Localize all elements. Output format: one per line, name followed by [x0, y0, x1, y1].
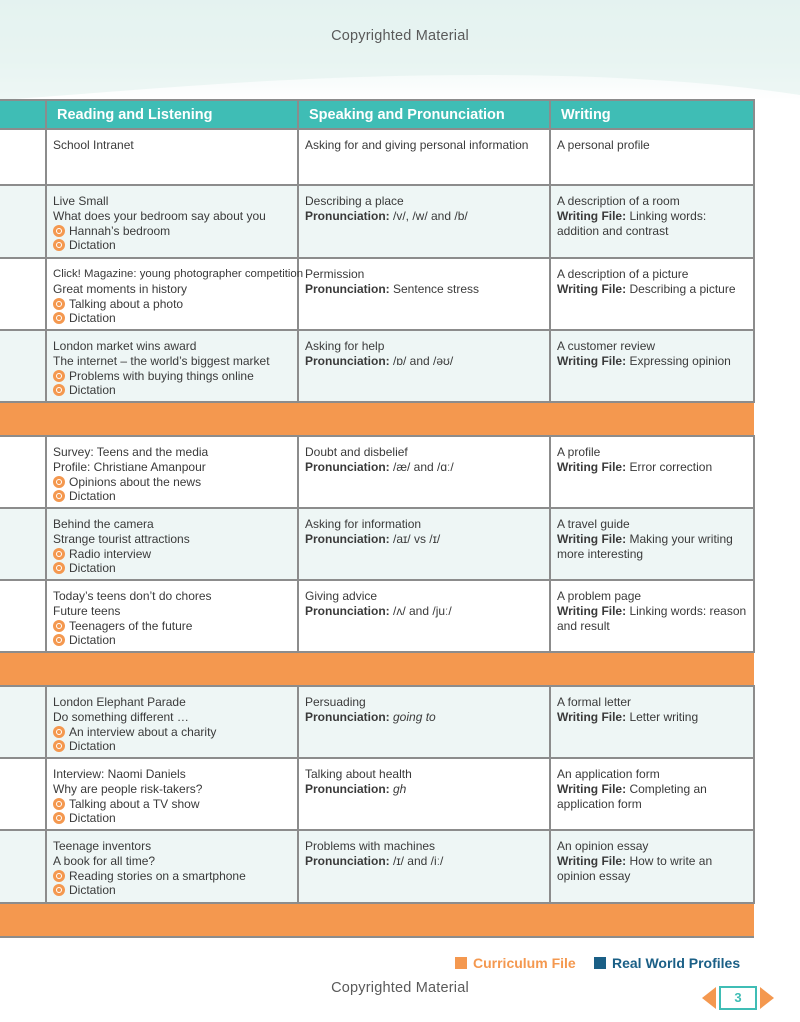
line-label: Writing File:: [557, 603, 627, 618]
line-text: /aɪ/ vs /ɪ/: [389, 531, 441, 546]
speaking-line: [305, 354, 543, 369]
line-text: Teenagers of the future: [69, 618, 193, 633]
section-separator: [0, 652, 754, 686]
table-row: [0, 436, 754, 508]
reading-line: [53, 267, 304, 282]
line-text: London market wins award: [53, 339, 197, 353]
line-text: Survey: Teens and the media: [53, 445, 209, 459]
speaking-cell: [298, 436, 550, 508]
line-label: Pronunciation:: [305, 208, 390, 223]
header-reading-listening: Reading and Listening: [46, 100, 298, 129]
speaking-cell: [298, 185, 550, 258]
table-header-row: [0, 100, 754, 129]
reading-line: [53, 547, 291, 562]
line-text: Interview: Naomi Daniels: [53, 767, 186, 781]
line-text: Linking words: reason and result: [557, 603, 747, 633]
watermark-top: Copyrighted Material: [331, 28, 469, 44]
reading-cell: [46, 129, 298, 185]
reading-line: [53, 797, 291, 812]
line-text: Dictation: [69, 811, 116, 826]
reading-line: [53, 475, 291, 490]
line-text: An interview about a charity: [69, 724, 217, 739]
line-text: Dictation: [69, 311, 116, 326]
speaking-line: [305, 138, 543, 153]
reading-line: [53, 695, 291, 710]
legend-real-world-label: Real World Profiles: [612, 955, 741, 971]
speaking-line: [305, 445, 543, 460]
reading-line: [53, 194, 291, 209]
speaking-line: [305, 282, 543, 297]
audio-cd-icon: [53, 384, 65, 396]
reading-line: [53, 489, 291, 504]
reading-cell: [46, 686, 298, 758]
line-text: Describing a place: [305, 194, 404, 208]
writing-line: [557, 839, 747, 854]
speaking-cell: [298, 580, 550, 652]
writing-line: [557, 782, 747, 812]
audio-cd-icon: [53, 548, 65, 560]
unit-cell: [0, 330, 46, 402]
table-row: [0, 686, 754, 758]
reading-line: [53, 383, 291, 398]
line-text: Persuading: [305, 695, 366, 709]
reading-line: [53, 311, 291, 326]
previous-page-arrow-icon[interactable]: [702, 987, 716, 1009]
line-text: An application form: [557, 767, 660, 781]
writing-line: [557, 209, 747, 239]
writing-line: [557, 138, 747, 153]
reading-cell: [46, 258, 304, 330]
line-text: A profile: [557, 445, 601, 459]
speaking-line: [305, 604, 543, 619]
speaking-line: [305, 589, 543, 604]
reading-line: [53, 282, 291, 297]
reading-line: [53, 767, 291, 782]
line-text: The internet – the world’s biggest market: [53, 353, 270, 368]
line-text: Dictation: [69, 561, 116, 576]
line-text: Making your writing more interesting: [557, 531, 733, 561]
table-row: [0, 758, 754, 830]
reading-line: [53, 517, 291, 532]
line-text: Letter writing: [626, 709, 699, 724]
line-text: Describing a picture: [626, 281, 736, 296]
line-label: Pronunciation:: [305, 603, 390, 618]
line-text: London Elephant Parade: [53, 695, 186, 709]
reading-line: [53, 710, 291, 725]
writing-line: [557, 282, 747, 297]
table-row: [0, 258, 754, 330]
writing-cell: [550, 830, 754, 903]
line-text: Permission: [305, 267, 365, 281]
audio-cd-icon: [53, 490, 65, 502]
line-label: Writing File:: [557, 353, 627, 368]
line-text: Do something different …: [53, 709, 189, 724]
line-text: Expressing opinion: [626, 353, 731, 368]
line-text: Dictation: [69, 633, 116, 648]
line-text: Great moments in history: [53, 281, 188, 296]
writing-line: [557, 194, 747, 209]
line-text: Reading stories on a smartphone: [69, 868, 246, 883]
writing-cell: [550, 330, 754, 402]
writing-line: [557, 695, 747, 710]
writing-cell: [550, 436, 754, 508]
reading-line: [53, 604, 291, 619]
speaking-cell: [298, 758, 550, 830]
line-text: Hannah’s bedroom: [69, 223, 171, 238]
line-text: Asking for help: [305, 339, 385, 353]
line-text: Profile: Christiane Amanpour: [53, 459, 206, 474]
line-text: Future teens: [53, 603, 121, 618]
line-text: Click! Magazine: young photographer competition: [53, 268, 304, 280]
audio-cd-icon: [53, 798, 65, 810]
section-separator-band: [0, 903, 754, 937]
speaking-line: [305, 267, 543, 282]
line-text: Completing an application form: [557, 781, 707, 811]
line-text: Live Small: [53, 194, 109, 208]
header-writing: Writing: [550, 100, 754, 129]
reading-line: [53, 725, 291, 740]
line-text: A description of a room: [557, 194, 680, 208]
table-row: [0, 185, 754, 258]
reading-cell: [46, 436, 298, 508]
writing-cell: [550, 508, 754, 580]
line-text: Dictation: [69, 238, 116, 253]
line-label: Pronunciation:: [305, 459, 390, 474]
unit-cell: [0, 185, 46, 258]
line-text: Linking words: addition and contrast: [557, 208, 707, 238]
line-text: Opinions about the news: [69, 474, 202, 489]
speaking-line: [305, 854, 543, 869]
line-label: Pronunciation:: [305, 531, 390, 546]
line-text: Radio interview: [69, 546, 152, 561]
header-unit-column: [0, 100, 46, 129]
reading-line: [53, 297, 291, 312]
line-text: Doubt and disbelief: [305, 445, 408, 459]
reading-line: [53, 238, 291, 253]
speaking-line: [305, 194, 543, 209]
audio-cd-icon: [53, 312, 65, 324]
section-separator-band: [0, 402, 754, 436]
speaking-line: [305, 782, 543, 797]
writing-line: [557, 517, 747, 532]
line-label: Pronunciation:: [305, 281, 390, 296]
line-text: /æ/ and /ɑː/: [389, 459, 454, 474]
speaking-line: [305, 460, 543, 475]
line-text: A travel guide: [557, 517, 630, 531]
reading-line: [53, 619, 291, 634]
reading-line: [53, 839, 291, 854]
speaking-line: [305, 695, 543, 710]
reading-cell: [46, 185, 298, 258]
line-text: gh: [389, 781, 407, 796]
line-text: Talking about a photo: [69, 296, 184, 311]
writing-cell: [550, 129, 754, 185]
reading-cell: [46, 830, 298, 903]
line-label: Writing File:: [557, 709, 627, 724]
writing-cell: [550, 758, 754, 830]
line-text: Talking about a TV show: [69, 796, 200, 811]
writing-cell: [550, 185, 754, 258]
reading-line: [53, 445, 291, 460]
line-label: Pronunciation:: [305, 781, 390, 796]
legend: [0, 955, 800, 975]
unit-cell: [0, 258, 46, 330]
line-label: Writing File:: [557, 781, 627, 796]
line-text: Sentence stress: [389, 281, 480, 296]
line-label: Writing File:: [557, 531, 627, 546]
writing-line: [557, 532, 747, 562]
line-text: Error correction: [626, 459, 713, 474]
reading-line: [53, 460, 291, 475]
audio-cd-icon: [53, 225, 65, 237]
line-text: Behind the camera: [53, 517, 154, 531]
writing-line: [557, 354, 747, 369]
line-text: Asking for information: [305, 517, 422, 531]
reading-line: [53, 589, 291, 604]
line-text: What does your bedroom say about you: [53, 208, 266, 223]
writing-line: [557, 767, 747, 782]
real-world-square-icon: [594, 957, 606, 969]
writing-line: [557, 267, 747, 282]
line-text: going to: [389, 709, 436, 724]
line-text: Teenage inventors: [53, 839, 152, 853]
audio-cd-icon: [53, 740, 65, 752]
writing-line: [557, 445, 747, 460]
line-text: Asking for and giving personal information: [305, 138, 529, 152]
speaking-line: [305, 710, 543, 725]
speaking-cell: [298, 258, 550, 330]
reading-line: [53, 739, 291, 754]
page-navigator: [702, 986, 778, 1010]
reading-cell: [46, 580, 298, 652]
table-row: [0, 580, 754, 652]
reading-line: [53, 532, 291, 547]
contents-table: [0, 99, 755, 938]
writing-cell: [550, 686, 754, 758]
audio-cd-icon: [53, 620, 65, 632]
writing-cell: [550, 258, 754, 330]
unit-cell: [0, 830, 46, 903]
line-text: Why are people risk-takers?: [53, 781, 203, 796]
line-text: Strange tourist attractions: [53, 531, 190, 546]
line-text: Problems with buying things online: [69, 368, 254, 383]
next-page-arrow-icon[interactable]: [760, 987, 774, 1009]
reading-line: [53, 354, 291, 369]
speaking-cell: [298, 129, 550, 185]
line-text: /ʌ/ and /juː/: [389, 603, 452, 618]
audio-cd-icon: [53, 476, 65, 488]
line-text: A book for all time?: [53, 853, 156, 868]
line-text: Talking about health: [305, 767, 412, 781]
table-body: [0, 129, 754, 937]
line-text: Dictation: [69, 883, 116, 898]
speaking-cell: [298, 508, 550, 580]
line-label: Writing File:: [557, 853, 627, 868]
audio-cd-icon: [53, 884, 65, 896]
speaking-line: [305, 532, 543, 547]
reading-line: [53, 369, 291, 384]
line-text: Dictation: [69, 383, 116, 398]
unit-cell: [0, 129, 46, 185]
audio-cd-icon: [53, 870, 65, 882]
line-text: /ɒ/ and /əʊ/: [389, 353, 454, 368]
speaking-cell: [298, 830, 550, 903]
unit-cell: [0, 686, 46, 758]
speaking-line: [305, 209, 543, 224]
section-separator-band: [0, 652, 754, 686]
line-text: A personal profile: [557, 138, 650, 152]
legend-real-world-profiles: [594, 955, 740, 971]
writing-line: [557, 710, 747, 725]
reading-line: [53, 854, 291, 869]
table-row: [0, 830, 754, 903]
line-label: Writing File:: [557, 281, 627, 296]
line-text: Today’s teens don’t do chores: [53, 589, 212, 603]
reading-line: [53, 811, 291, 826]
line-label: Pronunciation:: [305, 853, 390, 868]
writing-line: [557, 604, 747, 634]
speaking-line: [305, 839, 543, 854]
legend-curriculum-file: [455, 955, 576, 971]
speaking-line: [305, 339, 543, 354]
audio-cd-icon: [53, 370, 65, 382]
speaking-cell: [298, 686, 550, 758]
speaking-line: [305, 517, 543, 532]
line-text: School Intranet: [53, 138, 134, 152]
unit-cell: [0, 508, 46, 580]
line-text: A problem page: [557, 589, 642, 603]
writing-line: [557, 339, 747, 354]
line-label: Pronunciation:: [305, 353, 390, 368]
reading-line: [53, 209, 291, 224]
writing-line: [557, 854, 747, 884]
section-separator: [0, 402, 754, 436]
page-number: 3: [719, 986, 757, 1010]
legend-curriculum-label: Curriculum File: [473, 955, 576, 971]
line-text: Dictation: [69, 739, 116, 754]
unit-cell: [0, 758, 46, 830]
line-text: A formal letter: [557, 695, 632, 709]
table-row: [0, 330, 754, 402]
line-text: Giving advice: [305, 589, 378, 603]
audio-cd-icon: [53, 239, 65, 251]
reading-line: [53, 224, 291, 239]
line-text: Problems with machines: [305, 839, 436, 853]
curriculum-square-icon: [455, 957, 467, 969]
reading-line: [53, 633, 291, 648]
audio-cd-icon: [53, 634, 65, 646]
reading-line: [53, 883, 291, 898]
unit-cell: [0, 580, 46, 652]
audio-cd-icon: [53, 298, 65, 310]
line-text: How to write an opinion essay: [557, 853, 713, 883]
line-text: /v/, /w/ and /b/: [389, 208, 468, 223]
header-speaking-pronunciation: Speaking and Pronunciation: [298, 100, 550, 129]
line-text: A description of a picture: [557, 267, 689, 281]
header-curve: [0, 0, 800, 110]
reading-line: [53, 339, 291, 354]
line-label: Writing File:: [557, 459, 627, 474]
audio-cd-icon: [53, 726, 65, 738]
reading-cell: [46, 508, 298, 580]
reading-line: [53, 782, 291, 797]
writing-line: [557, 460, 747, 475]
table-row: [0, 129, 754, 185]
watermark-bottom: Copyrighted Material: [331, 980, 469, 996]
section-separator: [0, 903, 754, 937]
speaking-cell: [298, 330, 550, 402]
audio-cd-icon: [53, 562, 65, 574]
line-text: An opinion essay: [557, 839, 649, 853]
line-label: Pronunciation:: [305, 709, 390, 724]
writing-cell: [550, 580, 754, 652]
reading-line: [53, 869, 291, 884]
reading-cell: [46, 758, 298, 830]
unit-cell: [0, 436, 46, 508]
line-label: Writing File:: [557, 208, 627, 223]
reading-line: [53, 138, 291, 153]
speaking-line: [305, 767, 543, 782]
audio-cd-icon: [53, 812, 65, 824]
writing-line: [557, 589, 747, 604]
reading-cell: [46, 330, 298, 402]
line-text: A customer review: [557, 339, 656, 353]
line-text: /ɪ/ and /iː/: [389, 853, 444, 868]
reading-line: [53, 561, 291, 576]
table-row: [0, 508, 754, 580]
line-text: Dictation: [69, 489, 116, 504]
